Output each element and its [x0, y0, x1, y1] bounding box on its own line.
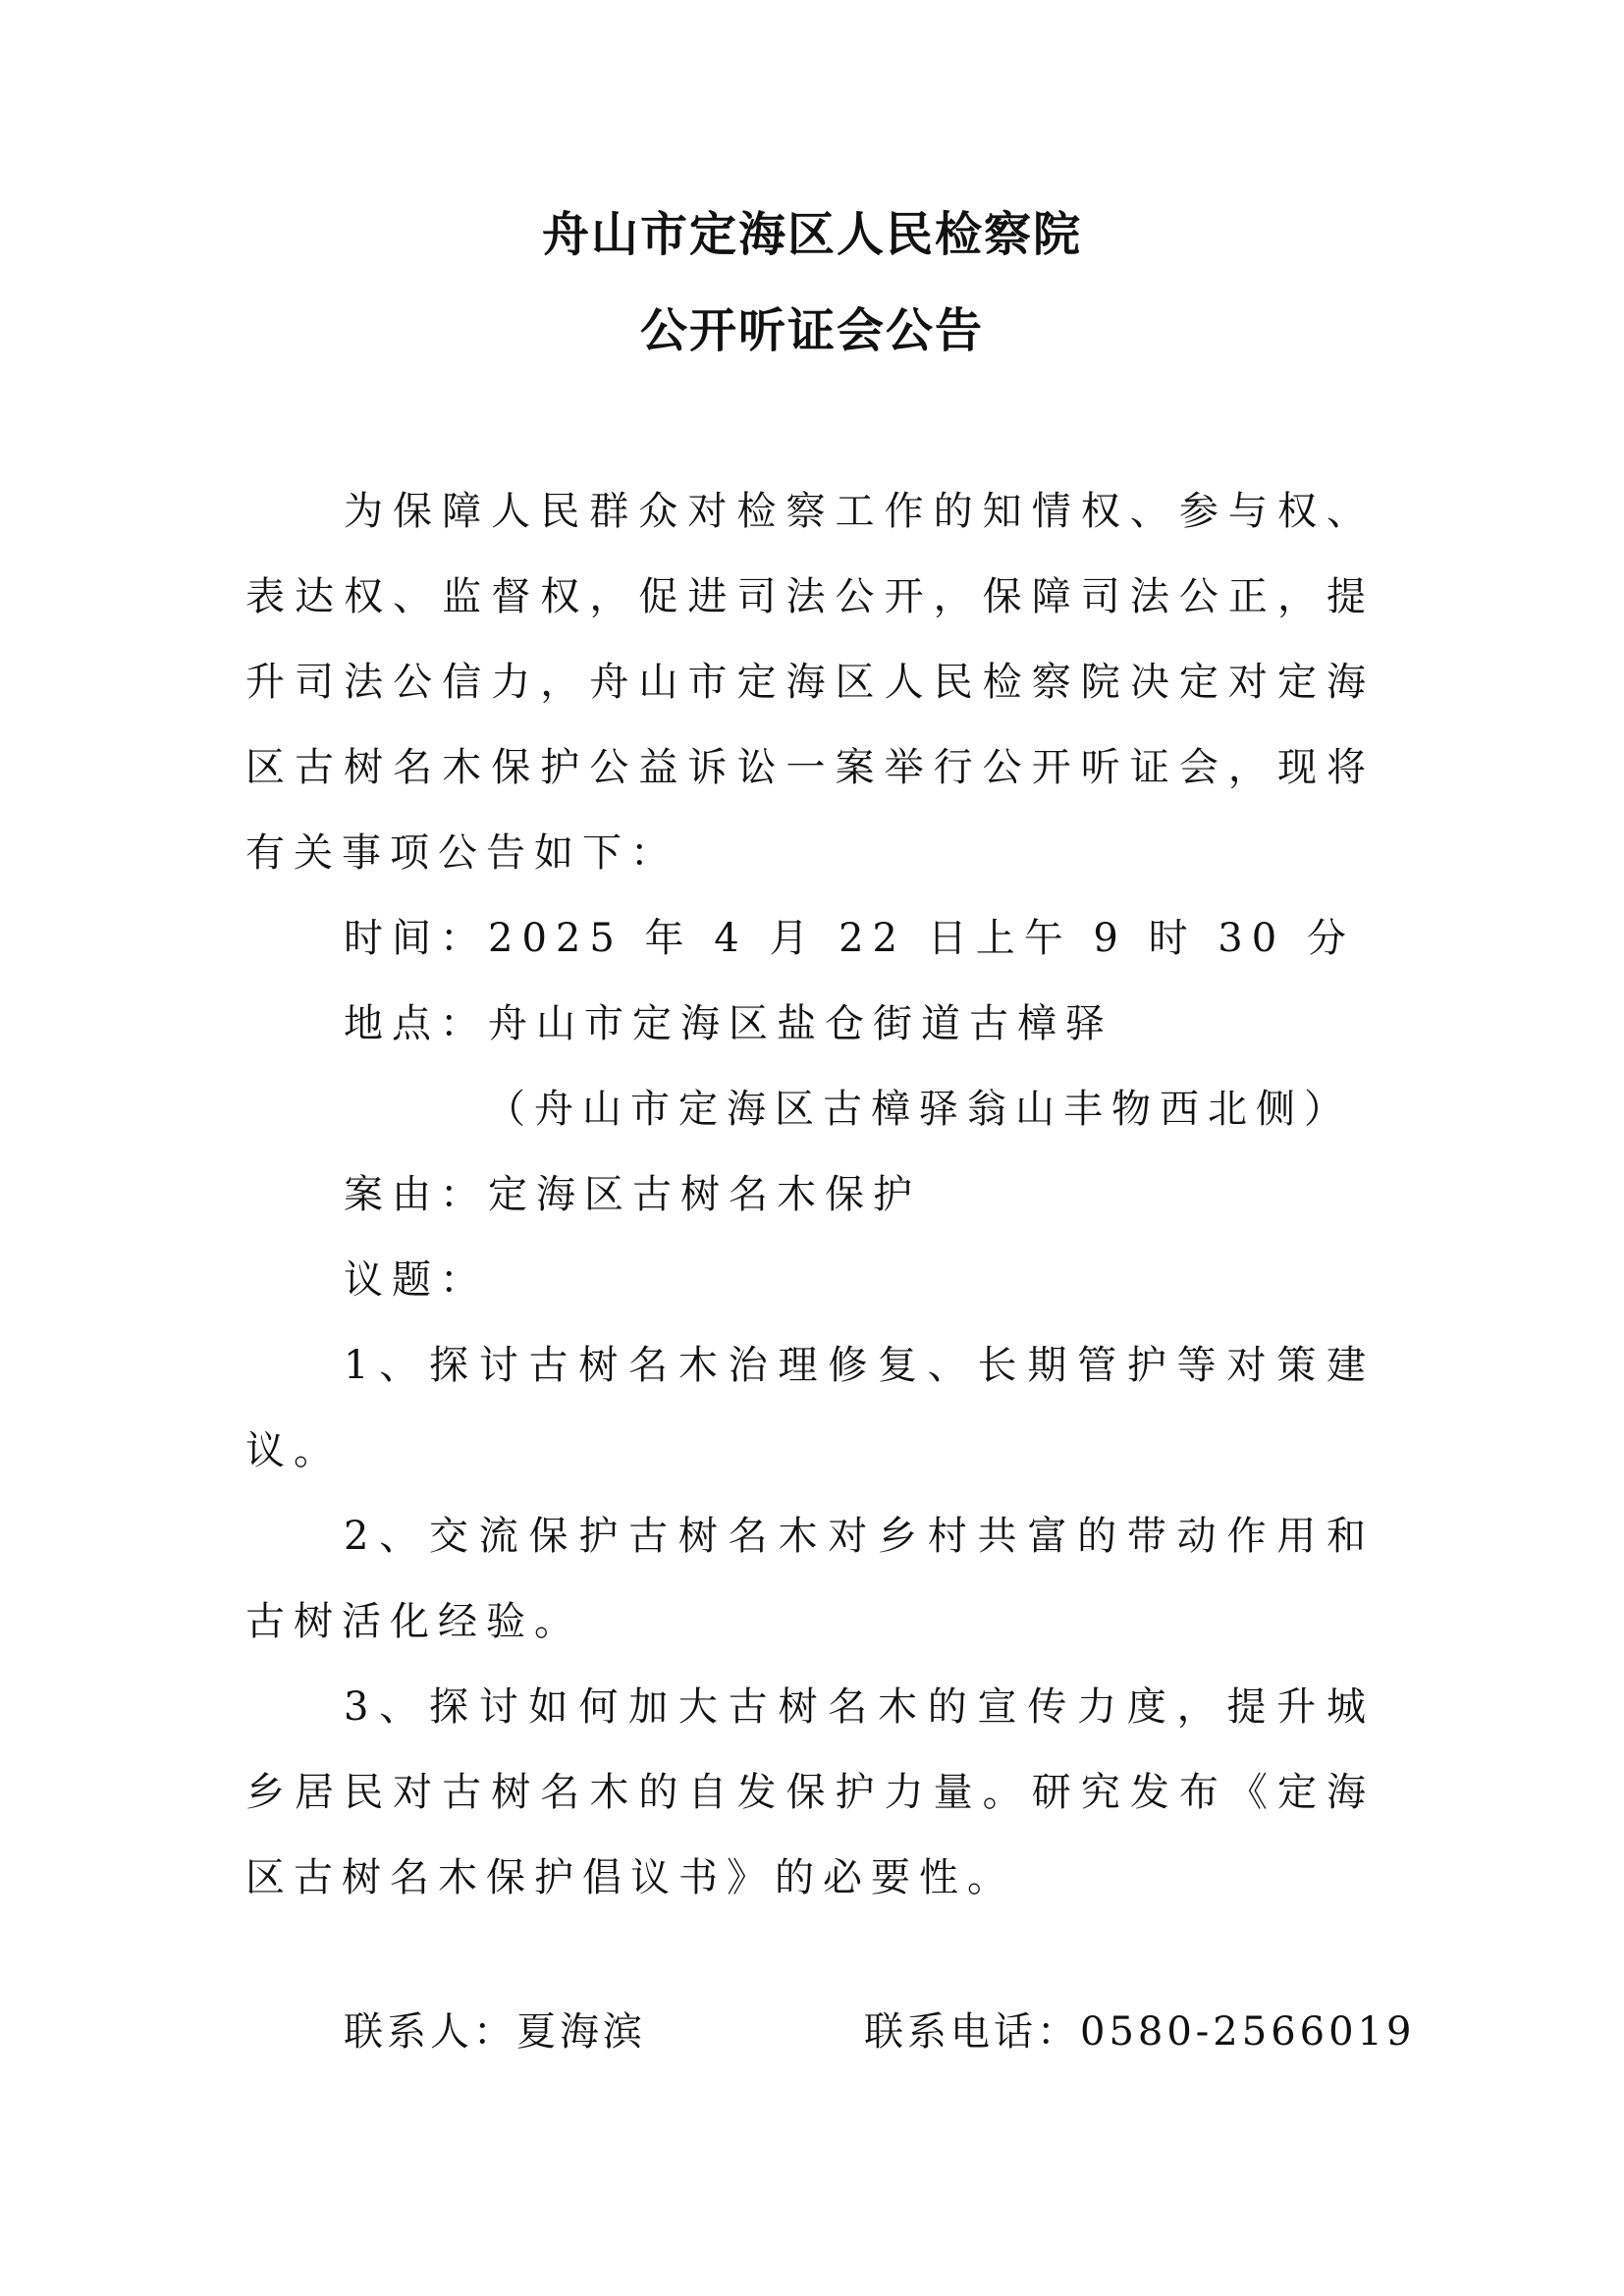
intro-paragraph: 为保障人民群众对检察工作的知情权、参与权、表达权、监督权，促进司法公开，保障司法公正，提升司法公信力，舟山市定海区人民检察院决定对定海区古树名木保护公益诉讼一案举行公开听证会，现将有关事项公告如下：: [245, 489, 1375, 876]
document-title-notice: 公开听证会公告: [639, 303, 984, 358]
topic-item-2: 2、交流保护古树名木对乡村共富的带动作用和古树活化经验。: [245, 1514, 1375, 1644]
topics-label: 议题：: [344, 1257, 488, 1303]
contact-phone: 联系电话：0580-2566019: [864, 2009, 1416, 2055]
document-title-organization: 舟山市定海区人民检察院: [541, 207, 1082, 262]
case-cause: 案由：定海区古树名木保护: [344, 1172, 921, 1217]
hearing-location-detail: （舟山市定海区古樟驿翁山丰物西北侧）: [486, 1087, 1352, 1132]
contact-person: 联系人：夏海滨: [344, 2009, 646, 2055]
hearing-location: 地点：舟山市定海区盐仓街道古樟驿: [344, 1001, 1113, 1046]
topic-item-3: 3、探讨如何加大古树名木的宣传力度，提升城乡居民对古树名木的自发保护力量。研究发布《定海区古树名木保护倡议书》的必要性。: [245, 1684, 1375, 1900]
hearing-time: 时间：2025 年 4 月 22 日上午 9 时 30 分: [344, 916, 1355, 961]
document-body: [245, 469, 1375, 1921]
topic-item-1: 1、探讨古树名木治理修复、长期管护等对策建议。: [245, 1343, 1375, 1473]
